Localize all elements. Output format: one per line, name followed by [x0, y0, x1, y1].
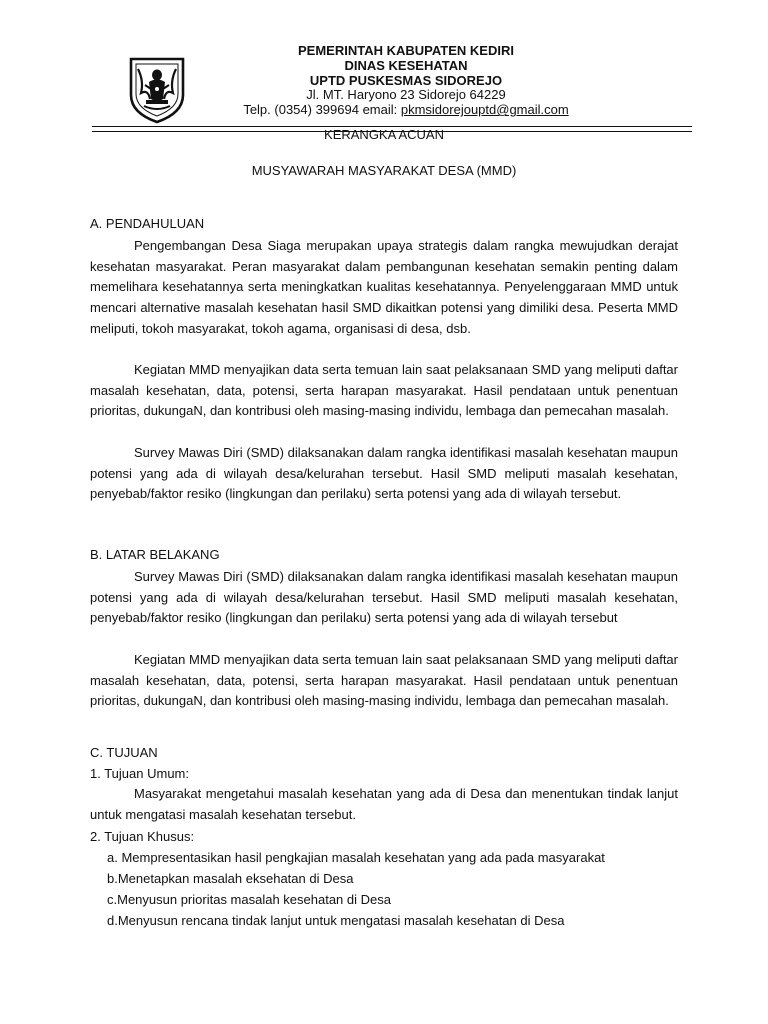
letterhead-phone: Telp. (0354) 399694 email:	[243, 102, 401, 118]
section-a-paragraph-3: Survey Mawas Diri (SMD) dilaksanakan dalam rangka identifikasi masalah kesehatan maupun potensi yang ada di wilayah desa/kelurahan tersebut. Hasil SMD meliputi masalah kesehatan, penyebab/faktor resiko (lingkungan dan perilaku) serta potensi yang ada di wilayah tersebut.	[90, 445, 678, 502]
letterhead	[200, 44, 612, 118]
tujuan-khusus-item-d: d.Menyusun rencana tindak lanjut untuk mengatasi masalah kesehatan di Desa	[107, 913, 565, 928]
tujuan-khusus-item-c: c.Menyusun prioritas masalah kesehatan di Desa	[107, 892, 391, 907]
section-b-paragraph-2: Kegiatan MMD menyajikan data serta temuan lain saat pelaksanaan SMD yang meliputi daftar masalah kesehatan, data, potensi, serta harapan masyarakat. Hasil pendataan untuk penentuan prioritas, dukungaN, dan kontribusi oleh masing-masing individu, lembaga dan pemecahan masalah.	[90, 652, 678, 709]
tujuan-khusus-heading: 2. Tujuan Khusus:	[90, 829, 195, 844]
tujuan-khusus-item-b: b.Menetapkan masalah eksehatan di Desa	[107, 871, 354, 886]
letterhead-department: DINAS KESEHATAN	[344, 57, 468, 73]
letterhead-address: Jl. MT. Haryono 23 Sidorejo 64229	[306, 87, 506, 103]
letterhead-contact	[200, 103, 612, 118]
document-subtitle: MUSYAWARAH MASYARAKAT DESA (MMD)	[251, 163, 517, 178]
tujuan-umum-heading: 1. Tujuan Umum:	[90, 766, 189, 781]
letterhead-email-link[interactable]: pkmsidorejouptd@gmail.com	[400, 102, 569, 118]
tujuan-umum-text: Masyarakat mengetahui masalah kesehatan yang ada di Desa dan menentukan tindak lanjut untuk mengatasi masalah kesehatan tersebut.	[90, 786, 678, 822]
section-a-paragraph-2: Kegiatan MMD menyajikan data serta temuan lain saat pelaksanaan SMD yang meliputi daftar masalah kesehatan, data, potensi, serta harapan masyarakat. Hasil pendataan untuk penentuan prioritas, dukungaN, dan kontribusi oleh masing-masing individu, lembaga dan pemecahan masalah.	[90, 362, 678, 419]
letterhead-government: PEMERINTAH KABUPATEN KEDIRI	[298, 43, 514, 58]
section-a-paragraph-1: Pengembangan Desa Siaga merupakan upaya strategis dalam rangka mewujudkan derajat kesehatan masyarakat. Peran masyarakat dalam pembangunan kesehatan semakin penting dalam memelihara kesehatannya serta meningkatkan kualitas kesehatannya. Penyelenggaraan MMD untuk mencari alternative masalah kesehatan hasil SMD dikaitkan potensi yang dimiliki desa. Peserta MMD meliputi, tokoh masyarakat, tokoh agama, organisasi di desa, dsb.	[90, 238, 678, 336]
section-c-heading: C. TUJUAN	[90, 745, 158, 760]
section-a-heading: A. PENDAHULUAN	[90, 216, 205, 231]
letterhead-unit: UPTD PUSKESMAS SIDOREJO	[309, 72, 503, 88]
tujuan-khusus-item-a: a. Mempresentasikan hasil pengkajian masalah kesehatan yang ada pada masyarakat	[107, 850, 605, 865]
section-b-paragraph-1: Survey Mawas Diri (SMD) dilaksanakan dalam rangka identifikasi masalah kesehatan maupun potensi yang ada di wilayah desa/kelurahan tersebut. Hasil SMD meliputi masalah kesehatan, penyebab/faktor resiko (lingkungan dan perilaku) serta potensi yang ada di wilayah tersebut	[90, 569, 678, 626]
kediri-regency-emblem-icon	[128, 55, 186, 125]
section-b-heading: B. LATAR BELAKANG	[90, 547, 220, 562]
document-title: KERANGKA ACUAN	[324, 127, 444, 142]
